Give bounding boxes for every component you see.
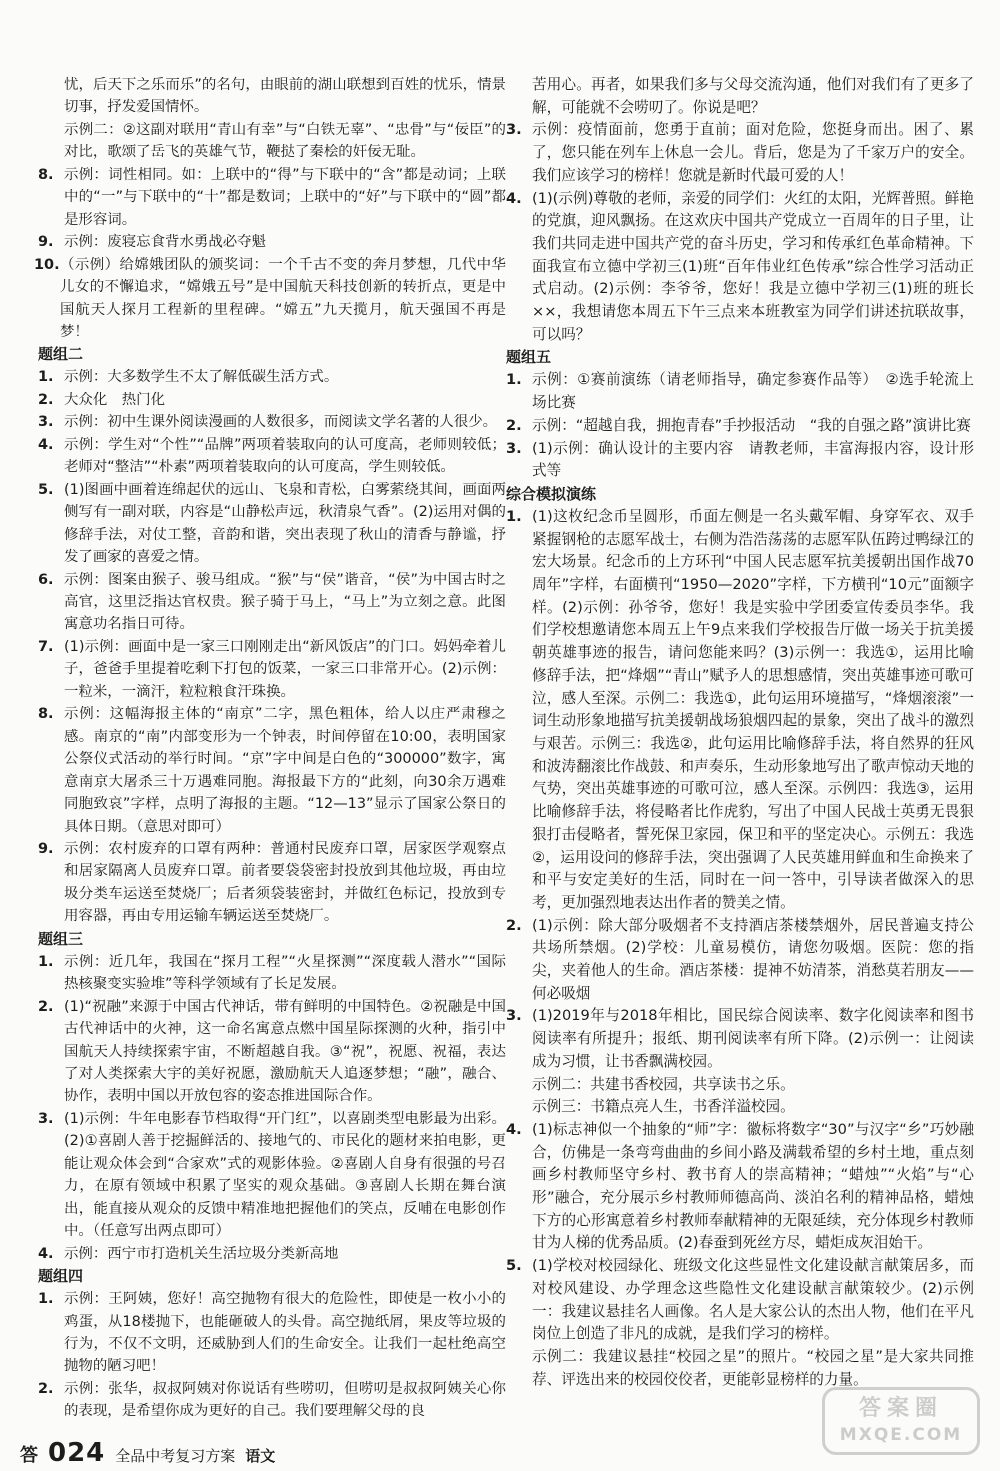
item-number: 1. (38, 953, 54, 970)
answer-label: 答 (20, 1445, 38, 1466)
answer-item (38, 996, 506, 1108)
answer-item (38, 1108, 506, 1243)
item-number: 1. (506, 371, 522, 389)
item-text: 示例：“超越自我，拥抱青春”手抄报活动 “我的自强之路”演讲比赛 (532, 416, 971, 434)
example-line: 示例二：共建书香校园，共享读书之乐。 (532, 1075, 795, 1093)
item-number: 8. (38, 706, 54, 723)
left-column (34, 74, 506, 1423)
answer-item (506, 438, 974, 483)
section-heading: 题组三 (38, 929, 84, 948)
continued-text: 忧，后天下之乐而乐”的名句，由眼前的湖山联想到百姓的忧乐，情景切事，抒发爱国情怀。 (64, 77, 506, 116)
example-line: 示例二：我建议悬挂“校园之星”的照片。“校园之星”是大家共同推荐、评选出来的校园佼佼者，更能彰显榜样的力量。 (532, 1347, 974, 1388)
item-text: (1)“祝融”来源于中国古代神话，带有鲜明的中国特色。②祝融是中国古代神话中的火神，这一命名寓意点燃中国星际探测的火种，指引中国航天人持续探索宇宙，不断超越自我。③“祝”，祝愿、祝福，表达了对人类探索大宇的美好祝愿，激励航天人追逐梦想；“融”，融合、协作，表明中国以开放包容的姿态推进国际合作。 (64, 998, 506, 1105)
answer-item (38, 1243, 506, 1265)
answer-item (506, 506, 974, 915)
section-heading: 题组五 (506, 348, 552, 367)
answer-item (506, 119, 974, 187)
answer-item (506, 915, 974, 1006)
item-number: 6. (38, 571, 54, 588)
item-text: (1)这枚纪念币呈圆形，币面左侧是一名头戴军帽、身穿军衣、双手紧握钢枪的志愿军战士，右侧为浩浩荡荡的志愿军队伍跨过鸭绿江的宏大场景。纪念币的上方环刊“中国人民志愿军抗美援朝出国作战70周年”字样，右面横刊“1950—2020”字样，下方横刊“10元”面额字样。(2)示例：孙爷爷，您好！我是实验中学团委宣传委员李华。我们学校想邀请您本周五上午9点来我们学校报告厅做一场关于抗美援朝英雄事迹的报告，请问您能来吗？(3)示例一：我选①，运用比喻修辞手法，把“烽烟”“青山”赋予人的思想感情，突出英雄事迹可歌可泣，感人至深。示例二：我选①，此句运用环境描写，“烽烟滚滚”一词生动形象地描写抗美援朝战场狼烟四起的景象，突出了战斗的激烈与艰苦。示例三：我选②，此句运用比喻修辞手法，将自然界的狂风和波涛翻滚比作战鼓、和声奏乐，生动形象地写出了歌声惊动天地的气势，突出英雄事迹的可歌可泣，感人至深。示例四：我选③，运用比喻修辞手法，将侵略者比作虎豹，写出了中国人民战士英勇无畏狠狠打击侵略者，誓死保卫家园，保卫和平的坚定决心。示例五：我选②，运用设问的修辞手法，突出强调了人民英雄用鲜血和生命换来了和平与安定美好的生活，同时在一问一答中，引导读者做深入的思考，更加强烈地表达出作者的赞美之情。 (532, 507, 974, 911)
item-text: 示例：西宁市打造机关生活垃圾分类新高地 (64, 1245, 339, 1262)
answer-item (38, 434, 506, 479)
item-text: (1)(示例)尊敬的老师，亲爱的同学们：火红的太阳，光辉普照。鲜艳的党旗，迎风飘扬。在这欢庆中国共产党成立一百周年的日子里，让我们共同走进中国共产党的奋斗历史，学习和传承红色革命精神。下面我宣布立德中学初三(1)班“百年伟业红色传承”综合性学习活动正式启动。(2)示例：李爷爷，您好！我是立德中学初三(1)班的班长××，我想请您本周五下午三点来本班教室为同学们讲述抗联故事，可以吗？ (532, 189, 974, 343)
item-text: 示例：近几年，我国在“探月工程”“火星探测”“深度载人潜水”“国际热核聚变实验堆”等科学领域有了长足发展。 (64, 953, 506, 993)
item-number: 9. (38, 234, 54, 251)
answer-item (38, 411, 506, 433)
answer-item (506, 1119, 974, 1255)
answer-item (38, 636, 506, 703)
answer-item (506, 1005, 974, 1073)
section-heading: 综合模拟演练 (506, 484, 597, 503)
item-text: 示例：疫情面前，您勇于直前；面对危险，您挺身而出。困了、累了，您只能在列车上休息一会儿。背后，您是为了千家万户的安全。我们应该学习的榜样！您就是新时代最可爱的人！ (532, 121, 974, 184)
item-number: 3. (38, 1110, 54, 1127)
item-number: 2. (506, 416, 522, 434)
watermark-line1: 答案圈 (858, 1396, 943, 1421)
item-number: 1. (506, 507, 522, 525)
answer-item (38, 838, 506, 928)
item-number: 1. (38, 1291, 54, 1308)
item-number: 8. (38, 166, 54, 183)
item-number: 5. (506, 1257, 522, 1275)
answer-item (506, 369, 974, 414)
section-heading: 题组四 (38, 1267, 84, 1286)
answer-item (34, 254, 506, 344)
item-number: 7. (38, 638, 54, 655)
item-text: (1)标志神似一个抽象的“师”字：徽标将数字“30”与汉字“乡”巧妙融合，仿佛是一条弯弯曲曲的乡间小路及满载希望的乡村土地，重点刻画乡村教师坚守乡村、教书育人的崇高精神；“蜡烛”“火焰”与“心形”融合，充分展示乡村教师师德高尚、淡泊名利的精神品格，蜡烛下方的心形寓意着乡村教师奉献精神的无限延续，充分体现乡村教师甘为人梯的优秀品质。(2)春蚕到死丝方尽，蜡炬成灰泪始干。 (532, 1120, 974, 1252)
item-number: 4. (506, 189, 522, 207)
answer-item (38, 164, 506, 231)
item-text: 示例：农村废弃的口罩有两种：普通村民废弃口罩，居家医学观察点和居家隔离人员废弃口罩。前者要袋袋密封投放到其他垃圾，再由垃圾分类车运送至焚烧厂；后者须袋装密封，并做红色标记，投放到专用容器，再由专用运输车辆运送至焚烧厂。 (64, 840, 506, 925)
item-text: 示例：图案由猴子、骏马组成。“猴”与“侯”谐音，“侯”为中国古时之高官，这里泛指达官权贵。猴子骑于马上，“马上”为立刻之意。此图寓意功名指日可待。 (64, 571, 506, 633)
item-text: 示例：王阿姨，您好！高空抛物有很大的危险性，即使是一枚小小的鸡蛋，从18楼抛下，也能砸破人的头骨。高空抛纸屑，果皮等垃圾的行为，不仅不文明，还威胁到人们的生命安全。让我们一起杜绝高空抛物的陋习吧！ (64, 1291, 506, 1375)
item-number: 2. (38, 391, 54, 408)
item-text: 示例：废寝忘食背水勇战必夺魁 (64, 234, 267, 251)
item-text: 示例：这幅海报主体的“南京”二字，黑色粗体，给人以庄严肃穆之感。南京的“南”内部变形为一个钟表，时间停留在10:00，表明国家公祭仪式活动的举行时间。“京”字中间是白色的“300000”数字，寓意南京大屠杀三十万遇难同胞。海报最下方的“此刻，向30余万遇难同胞致哀”字样，点明了海报的主题。“12—13”显示了国家公祭日的具体日期。（意思对即可） (64, 706, 506, 835)
watermark-line2: MXQE.COM (839, 1425, 963, 1445)
answer-item (38, 1378, 506, 1423)
right-column (506, 74, 974, 1391)
item-text: (1)示例：牛年电影春节档取得“开门红”，以喜剧类型电影最为出彩。(2)①喜剧人善于挖掘鲜活的、接地气的、市民化的题材来拍电影，更能让观众体会到“合家欢”式的观影体验。②喜剧人自身有很强的号召力，在原有领域中积累了坚实的观众基础。③喜剧人长期在舞台演出，能直接从观众的反馈中精准地把握他们的笑点，反哺在电影创作中。（任意写出两点即可） (64, 1110, 506, 1240)
item-text: （示例）给嫦娥团队的颁奖词：一个千古不变的奔月梦想，几代中华儿女的不懈追求，“嫦娥五号”是中国航天科技创新的转折点，更是中国航天人探月工程新的里程碑。“嫦五”九天揽月，航天强国不再是梦！ (60, 256, 506, 340)
answer-item (506, 415, 974, 438)
item-number: 10. (34, 256, 60, 273)
item-number: 4. (38, 436, 54, 453)
item-text: (1)示例：确认设计的主要内容 请教老师，丰富海报内容，设计形式等 (532, 439, 974, 480)
item-number: 3. (506, 439, 522, 457)
answer-item (38, 231, 506, 253)
item-number: 4. (38, 1245, 54, 1262)
item-text: 大众化 热门化 (64, 391, 166, 408)
answer-item (38, 703, 506, 838)
answer-item (38, 389, 506, 411)
item-text: 示例：①赛前演练（请老师指导，确定参赛作品等） ②选手轮流上场比赛 (532, 371, 974, 412)
page-number: 024 (48, 1438, 106, 1468)
continued-text: 苦用心。再者，如果我们多与父母交流沟通，他们对我们有了更多了解，可能就不会唠叨了。你说是吧？ (532, 76, 974, 116)
answer-item (38, 366, 506, 388)
page-footer (20, 1438, 275, 1468)
item-text: (1)2019年与2018年相比，国民综合阅读率、数字化阅读率和图书阅读率有所提升；报纸、期刊阅读率有所下降。(2)示例一：让阅读成为习惯，让书香飘满校园。 (532, 1007, 974, 1070)
answer-item (38, 479, 506, 569)
item-number: 9. (38, 840, 54, 857)
answer-item (38, 1288, 506, 1378)
item-number: 3. (506, 121, 522, 139)
answer-item (38, 951, 506, 996)
item-text: (1)图画中画着连绵起伏的远山、飞泉和青松，白雾萦绕其间，画面两侧写有一副对联，内容是“山静松声远，秋清泉气香”。(2)运用对偶的修辞手法，对仗工整，音韵和谐，突出表现了秋山的清香与静谧，抒发了画家的喜爱之情。 (64, 481, 506, 566)
item-text: 示例：张华，叔叔阿姨对你说话有些唠叨，但唠叨是叔叔阿姨关心你的表现，是希望你成为更好的自己。我们要理解父母的良 (64, 1380, 506, 1420)
item-number: 3. (506, 1007, 522, 1025)
answer-item (506, 188, 974, 347)
watermark-logo (822, 1387, 980, 1455)
item-text: 示例：大多数学生不太了解低碳生活方式。 (64, 369, 339, 386)
item-text: 示例：学生对“个性”“品牌”两项着装取向的认可度高，老师则较低；老师对“整洁”“朴素”两项着装取向的认可度高，学生则较低。 (64, 436, 506, 476)
example-line: 示例三：书籍点亮人生，书香洋溢校园。 (532, 1098, 795, 1116)
item-text: 示例：初中生课外阅读漫画的人数很多，而阅读文学名著的人很少。 (64, 414, 498, 431)
item-text: (1)学校对校园绿化、班级文化这些显性文化建设献言献策居多，而对校风建设、办学理念这些隐性文化建设献言献策较少。(2)示例一：我建议悬挂名人画像。名人是大家公认的杰出人物，他们在平凡岗位上创造了非凡的成就，是我们学习的榜样。 (532, 1257, 974, 1343)
item-number: 3. (38, 414, 54, 431)
item-number: 5. (38, 481, 54, 498)
answer-item (506, 1255, 974, 1346)
continued-text: 示例二：②这副对联用“青山有幸”与“白铁无辜”、“忠骨”与“佞臣”的对比，歌颂了岳飞的英雄气节，鞭挞了秦桧的奸佞无耻。 (64, 121, 506, 161)
item-number: 4. (506, 1120, 522, 1138)
item-text: (1)示例：除大部分吸烟者不支持酒店茶楼禁烟外，居民普遍支持公共场所禁烟。(2)学校：儿童易模仿，请您勿吸烟。医院：您的指尖，夹着他人的生命。酒店茶楼：提神不妨清茶，消愁莫若朋友——何必吸烟 (532, 916, 974, 1002)
item-text: 示例：词性相同。如：上联中的“得”与下联中的“含”都是动词；上联中的“一”与下联中的“十”都是数词；上联中的“好”与下联中的“圆”都是形容词。 (64, 166, 506, 228)
answer-item (38, 569, 506, 636)
item-number: 2. (506, 916, 522, 934)
section-heading: 题组二 (38, 345, 84, 364)
item-number: 2. (38, 998, 54, 1015)
item-text: (1)示例：画面中是一家三口刚刚走出“新风饭店”的门口。妈妈牵着儿子，爸爸手里提着吃剩下打包的饭菜，一家三口非常开心。(2)示例：一粒米，一滴汗，粒粒粮食汗珠换。 (64, 638, 506, 700)
item-number: 1. (38, 369, 54, 386)
book-title: 全品中考复习方案 (115, 1447, 236, 1465)
item-number: 2. (38, 1380, 54, 1397)
subject-label: 语文 (245, 1447, 276, 1465)
